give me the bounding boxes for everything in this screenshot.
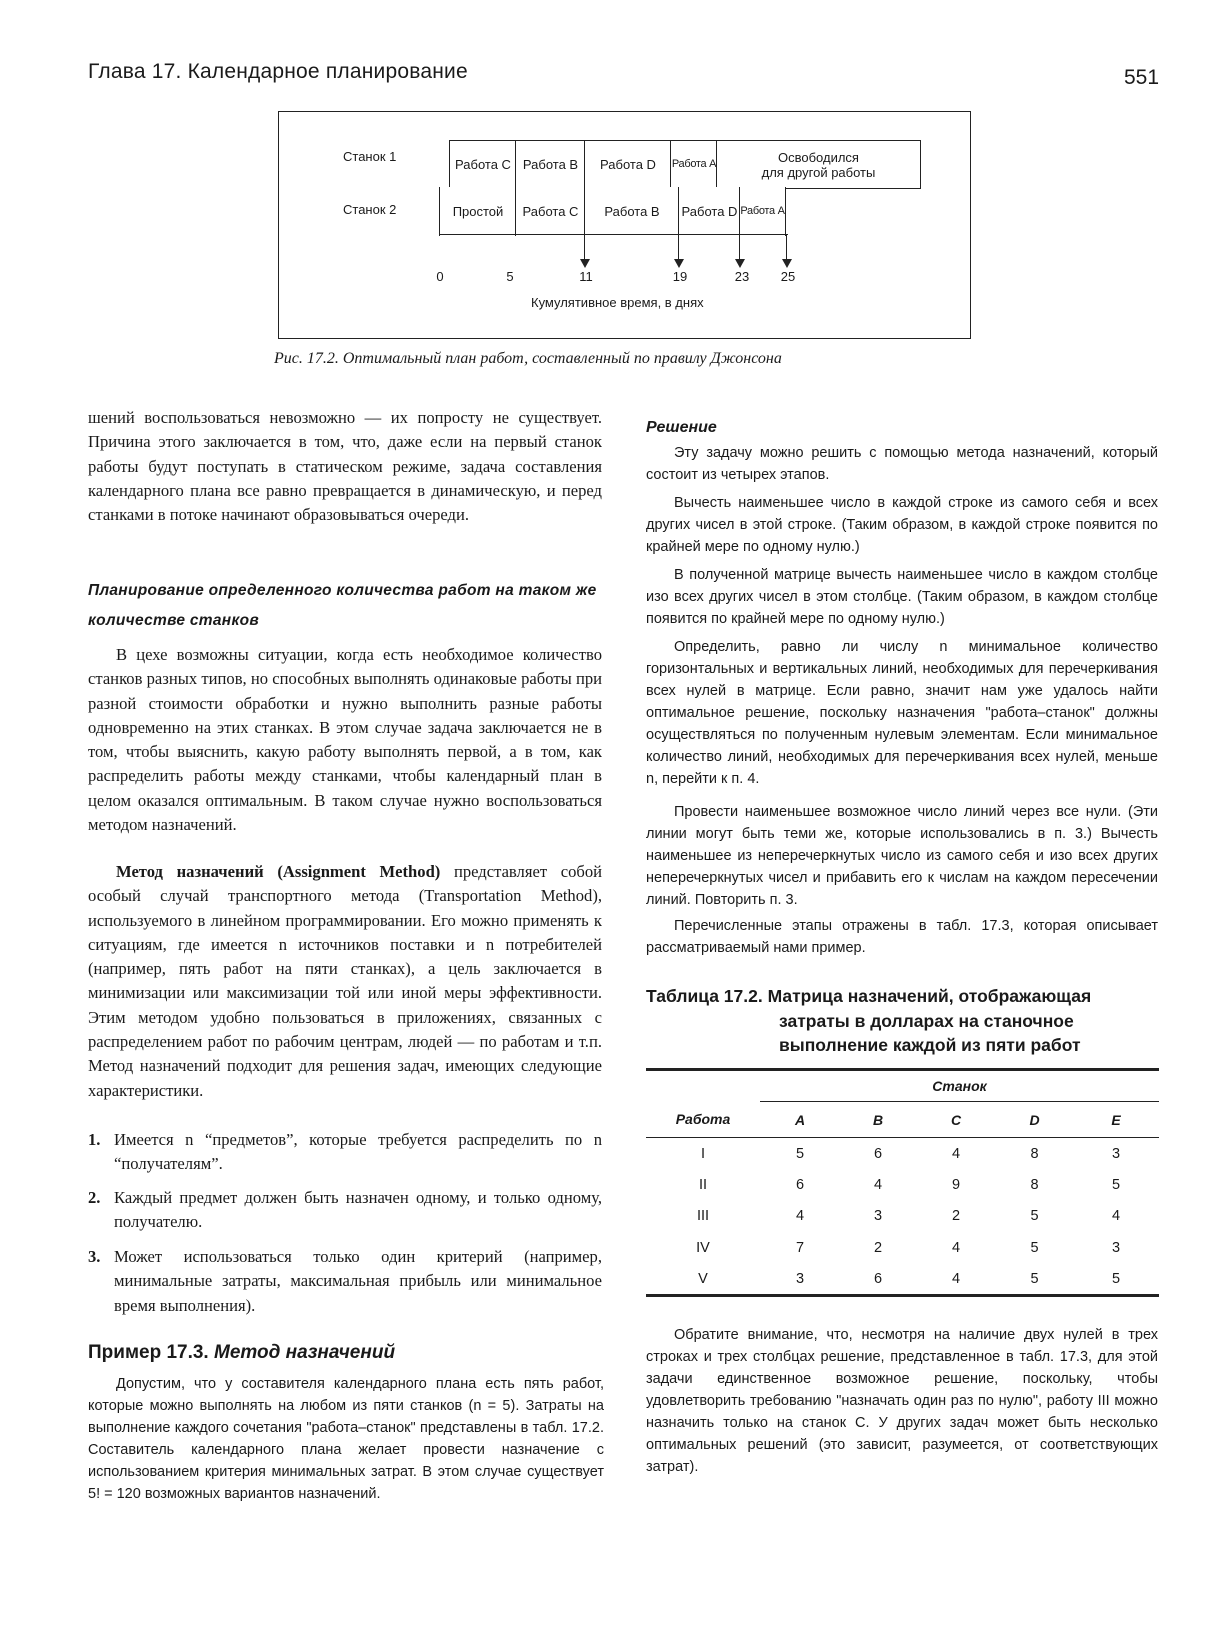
arrow-11 xyxy=(584,234,585,266)
assignment-method-term: Метод назначений (Assignment Method) xyxy=(116,862,441,881)
table-row xyxy=(646,1232,1159,1264)
table-cell: 8 xyxy=(1030,1145,1039,1162)
list-item-number: 3. xyxy=(88,1247,101,1266)
axis-label: Кумулятивное время, в днях xyxy=(531,295,704,310)
tick-11: 11 xyxy=(579,269,593,284)
table-col-header: E xyxy=(1073,1102,1159,1138)
list-item-text: Имеется n “предметов”, которые требуется распределить по n “получателям”. xyxy=(114,1130,602,1174)
solution-step-3: Определить, равно ли числу n минимальное количество горизонтальных и вертикальных линий, необходимых для перечеркивания всех нулей в матрице. Если равно, значит нам уже удалось найти оптимальное решение, поскольку назначения "работа–станок" должны осуществляться по полученным нулевым элементам. Если минимальное количество линий, необходимых для перечеркивания всех нулей, меньше n, перейти к п. 4. xyxy=(646,639,1158,787)
table-cell: 3 xyxy=(1111,1239,1121,1256)
left-paragraph-3 xyxy=(88,860,602,1103)
assignment-matrix-table xyxy=(646,1068,1159,1297)
solution-heading: Решение xyxy=(646,419,717,436)
m1-job-a: Работа A xyxy=(670,140,718,189)
table-cell: 5 xyxy=(1111,1176,1121,1193)
table-cell: 2 xyxy=(951,1208,961,1225)
solution-step-1: Вычесть наименьшее число в каждой строке из самого себя и всех других чисел в этой строке. (Таким образом, в каждой строке появится по крайней мере по одному нулю.) xyxy=(646,495,1158,555)
m1-released: Освободился для другой работы xyxy=(716,140,921,189)
table-cell: II xyxy=(698,1176,708,1193)
table-col-header: C xyxy=(916,1102,996,1138)
m2-idle: Простой xyxy=(439,187,517,236)
table-cell: 4 xyxy=(795,1208,805,1225)
example-heading xyxy=(88,1342,395,1364)
table-cell: 8 xyxy=(1030,1176,1039,1193)
table-cell: 5 xyxy=(1030,1208,1039,1225)
list-item-text: Может использоваться только один критерий (например, минимальные затраты, максимальная прибыль или минимальное время выполнения). xyxy=(114,1247,602,1315)
m2-job-b: Работа B xyxy=(584,187,680,236)
m2-job-c: Работа C xyxy=(515,187,586,236)
m1-job-b: Работа B xyxy=(515,140,586,189)
table-cell: 9 xyxy=(951,1176,961,1193)
table-cell: IV xyxy=(696,1239,710,1256)
tick-25: 25 xyxy=(780,269,796,284)
table-cell: 7 xyxy=(795,1239,805,1256)
table-cell: 4 xyxy=(873,1176,883,1193)
table-cell: 2 xyxy=(873,1239,883,1256)
table-col-header: D xyxy=(996,1102,1073,1138)
table-cell: 6 xyxy=(873,1145,883,1162)
table-cell: V xyxy=(646,1264,760,1296)
list-item xyxy=(88,1186,602,1235)
table-cell: 3 xyxy=(1111,1145,1121,1162)
table-cell: 4 xyxy=(951,1145,961,1162)
table-cell: 3 xyxy=(873,1208,883,1225)
table-caption-line-1: Таблица 17.2. Матрица назначений, отображающая xyxy=(646,986,1092,1006)
m2-job-d: Работа D xyxy=(678,187,741,236)
tick-0: 0 xyxy=(436,269,444,284)
table-cell: 4 xyxy=(916,1264,996,1296)
solution-paragraph-1: Эту задачу можно решить с помощью метода назначений, который состоит из четырех этапов. xyxy=(646,445,1158,483)
table-cell: 5 xyxy=(1030,1239,1039,1256)
closing-paragraph: Обратите внимание, что, несмотря на наличие двух нулей в трех строках и трех столбцах решение, представленное в табл. 17.3, для этой задачи единственное возможное решение, поскольку, чтобы удовлетворить требованию "назначать один раз по нулю", работу III можно назначить только на станок C. У других задач может быть несколько оптимальных решений (это зависит, разумеется, от соответствующих затрат). xyxy=(646,1327,1158,1475)
list-item xyxy=(88,1128,602,1177)
left-paragraph-2: В цехе возможны ситуации, когда есть необходимое количество станков разных типов, но способных выполнять одинаковые работы при разной стоимости обработки и нужно выполнить разные работы одновременно на этих станках. В этом случае задача заключается не в том, чтобы выяснить, какую работу выполнять первой, а в том, как распределить работы между станками, чтобы календарный план в целом оказался оптимальным. В таком случае нужно воспользоваться методом назначений. xyxy=(88,645,602,835)
table-row xyxy=(646,1138,1159,1170)
left-paragraph-1: шений воспользоваться невозможно — их попросту не существует. Причина этого заключается в том, что, даже если на первый станок работы будут поступать в статическом режиме, задача составления календарного плана все равно превращается в динамическую, и перед станками в потоке начинают образовываться очереди. xyxy=(88,408,602,525)
table-row xyxy=(646,1201,1159,1233)
example-title: Метод назначений xyxy=(214,1342,396,1363)
table-cell: 6 xyxy=(795,1176,805,1193)
chapter-title: Глава 17. Календарное планирование xyxy=(88,60,468,83)
example-text: Допустим, что у составителя календарного плана есть пять работ, которые можно выполнять на любом из пяти станков (n = 5). Затраты на выполнение каждого сочетания "работа–станок" представлены в табл. 17.2. Составитель календарного плана желает провести назначение с использованием критерия минимальных затрат. В этом случае существует 5! = 120 возможных вариантов назначений. xyxy=(88,1376,604,1502)
arrow-19 xyxy=(678,234,679,266)
table-caption-line-2: затраты в долларах на станочное выполнение каждой из пяти работ xyxy=(779,1010,1081,1055)
figure-caption: Рис. 17.2. Оптимальный план работ, составленный по правилу Джонсона xyxy=(274,350,782,367)
page-number: 551 xyxy=(1124,66,1160,89)
list-item-text: Каждый предмет должен быть назначен одному, и только одному, получателю. xyxy=(114,1188,602,1232)
tick-19: 19 xyxy=(672,269,688,284)
arrow-23 xyxy=(739,234,740,266)
arrow-25 xyxy=(786,234,787,266)
table-col-header: A xyxy=(760,1102,840,1138)
left-paragraph-3-text: представляет собой особый случай транспортного метода (Transportation Method), используемого в линейном программировании. Его можно применять к ситуациям, где имеется n источников поставки и n потребителей (например, пять работ на пяти станках), а цель заключается в минимизации или максимизации той или иной меры эффективности. Этим методом удобно пользоваться в приложениях, связанных с распределением работ по рабочим центрам, людей — по работам и т.п. Метод назначений подходит для решения задач, имеющих следующие характеристики. xyxy=(88,862,603,1100)
table-caption xyxy=(646,984,1166,1058)
tick-23: 23 xyxy=(734,269,750,284)
tick-5: 5 xyxy=(506,269,514,284)
table-corner xyxy=(646,1070,760,1102)
gantt-figure xyxy=(278,111,971,339)
table-cell: 5 xyxy=(795,1145,805,1162)
machine-1-label: Станок 1 xyxy=(343,149,397,164)
m1-job-d: Работа D xyxy=(584,140,672,189)
m2-job-a: Работа A xyxy=(739,187,786,236)
table-cell: 4 xyxy=(1111,1208,1121,1225)
table-cell: 6 xyxy=(840,1264,916,1296)
solution-paragraph-final: Перечисленные этапы отражены в табл. 17.3, которая описывает рассматриваемый нами пример. xyxy=(646,918,1158,956)
table-cell: 3 xyxy=(760,1264,840,1296)
list-item-number: 2. xyxy=(88,1188,101,1207)
table-group-header: Станок xyxy=(760,1070,1159,1102)
machine-2-label: Станок 2 xyxy=(343,202,397,217)
table-cell: I xyxy=(700,1145,706,1162)
table-row-header: Работа xyxy=(646,1102,760,1138)
solution-step-2: В полученной матрице вычесть наименьшее число в каждом столбце изо всех других чисел в этом столбце. (Таким образом, в каждом столбце появится по крайней мере по одному нулю.) xyxy=(646,567,1158,627)
list-item xyxy=(88,1245,602,1318)
section-heading: Планирование определенного количества работ на таком же количестве станков xyxy=(88,582,597,629)
example-number: Пример 17.3. xyxy=(88,1342,209,1363)
table-row xyxy=(646,1264,1159,1296)
table-cell: 5 xyxy=(1073,1264,1159,1296)
table-row xyxy=(646,1169,1159,1201)
table-cell: 4 xyxy=(951,1239,961,1256)
m2-baseline xyxy=(439,234,788,235)
table-col-header: B xyxy=(840,1102,916,1138)
list-item-number: 1. xyxy=(88,1130,101,1149)
table-cell: 5 xyxy=(996,1264,1073,1296)
solution-step-4: Провести наименьшее возможное число линий через все нули. (Эти линии могут быть теми же, которые использовались в п. 3.) Вычесть наименьшее из неперечеркнутых число из самого себя и изо всех других неперечеркнутых чисел и прибавить его к числам на каждом пересечении линий. Повторить п. 3. xyxy=(646,804,1158,908)
table-cell: III xyxy=(696,1208,710,1225)
m1-job-c: Работа C xyxy=(449,140,517,189)
